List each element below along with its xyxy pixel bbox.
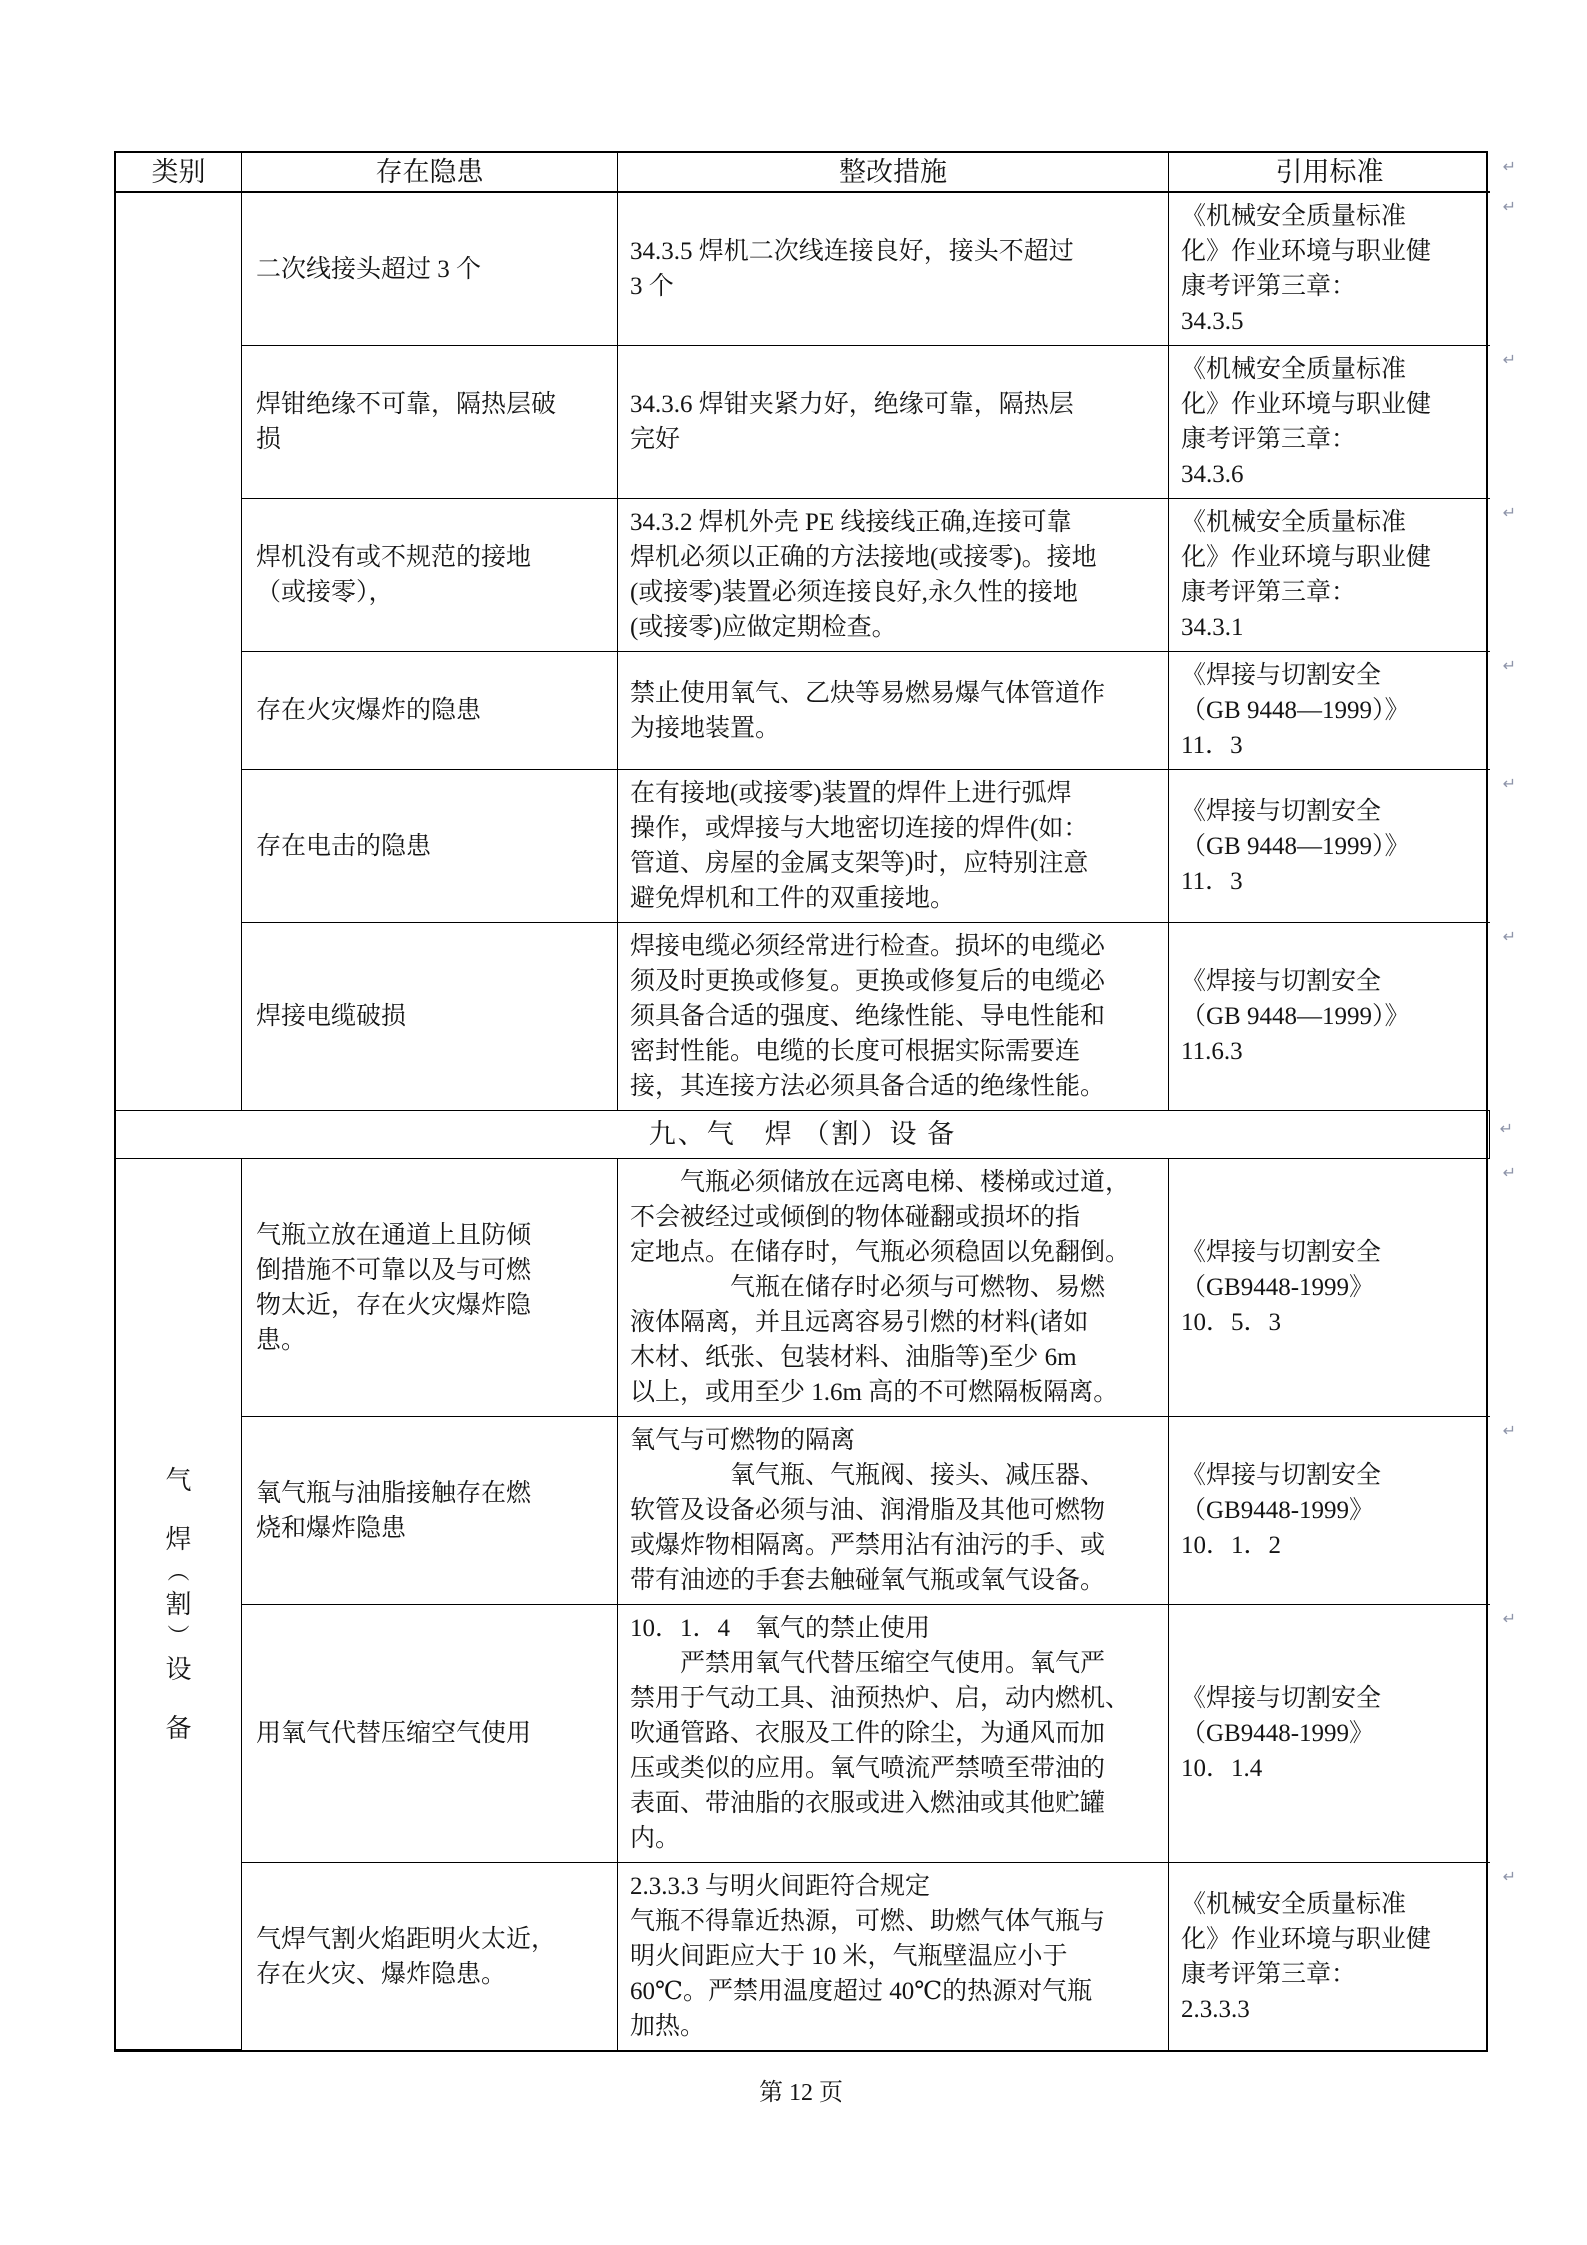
table-row-standard [1169, 923, 1516, 1111]
standard-text: 《机械安全质量标准 化》作业环境与职业健 康考评第三章： 2.3.3.3 [1181, 1890, 1432, 2023]
category-char: 气 [165, 1465, 192, 1495]
paragraph-mark-icon: ↵ [1502, 157, 1516, 176]
paragraph-mark-icon: ↵ [1499, 1119, 1515, 1138]
header-measure-label: 整改措施 [839, 156, 947, 187]
table-row-measure: 34.3.6 焊钳夹紧力好，绝缘可靠，隔热层 完好 [618, 346, 1169, 499]
paragraph-mark-icon: ↵ [1502, 350, 1516, 369]
section-header-text: 九、气 焊 （割）设 备 [648, 1119, 957, 1149]
table-row-hazard: 氧气瓶与油脂接触存在燃 烧和爆炸隐患 [242, 1417, 618, 1605]
paragraph-mark-icon: ↵ [1502, 927, 1516, 946]
table-row-hazard: 二次线接头超过 3 个 [242, 193, 618, 346]
table-row-measure: 焊接电缆必须经常进行检查。损坏的电缆必 须及时更换或修复。更换或修复后的电缆必 须具备合适的强度、绝缘性能、导电性能和 密封性能。电缆的长度可根据实际需要连 接，其连接方法必须具备合适的绝缘性能。 [618, 923, 1169, 1111]
table-row-measure: 34.3.2 焊机外壳 PE 线接线正确,连接可靠 焊机必须以正确的方法接地(或接零)。接地 (或接零)装置必须连接良好,永久性的接地 (或接零)应做定期检查。 [618, 499, 1169, 652]
standard-text: 《焊接与切割安全 （GB9448-1999》 10．5．3 [1181, 1239, 1382, 1336]
paragraph-mark-icon: ↵ [1502, 197, 1516, 216]
header-cell-measure [618, 153, 1169, 193]
table-row-standard [1169, 1605, 1516, 1863]
category-cell-welding-machine [116, 193, 242, 1111]
section-header-gas-welding [116, 1111, 1515, 1159]
standard-text: 《焊接与切割安全 （GB 9448—1999）》 11.6.3 [1181, 968, 1410, 1065]
header-cell-standard [1169, 153, 1516, 193]
safety-hazard-table [114, 151, 1516, 2052]
category-char: 割 [165, 1589, 192, 1619]
table-row-standard [1169, 652, 1516, 770]
table-row-standard [1169, 499, 1516, 652]
table-row-standard [1169, 1863, 1516, 2050]
header-cell-hazard [242, 153, 618, 193]
table-row-standard [1169, 346, 1516, 499]
category-char: 备 [165, 1713, 192, 1743]
table-row-measure: 34.3.5 焊机二次线连接良好，接头不超过 3 个 [618, 193, 1169, 346]
table-row-hazard: 气焊气割火焰距明火太近， 存在火灾、爆炸隐患。 [242, 1863, 618, 2050]
header-cell-category [116, 153, 242, 193]
category-cell-gas-welding [116, 1159, 242, 2050]
table-row-standard [1169, 770, 1516, 923]
standard-text: 《焊接与切割安全 （GB9448-1999》 10．1．2 [1181, 1462, 1382, 1559]
table-row-hazard: 焊接电缆破损 [242, 923, 618, 1111]
table-row-measure: 禁止使用氧气、乙炔等易燃易爆气体管道作 为接地装置。 [618, 652, 1169, 770]
standard-text: 《焊接与切割安全 （GB9448-1999》 10．1.4 [1181, 1685, 1382, 1782]
category-vertical-label [165, 1463, 191, 1746]
table-row-measure: 2.3.3.3 与明火间距符合规定 气瓶不得靠近热源，可燃、助燃气体气瓶与 明火间距应大于 10 米，气瓶壁温应小于 60℃。严禁用温度超过 40℃的热源对气瓶 加热。 [618, 1863, 1169, 2050]
vertical-open-paren: ︵ [167, 1558, 190, 1584]
paragraph-mark-icon: ↵ [1502, 1609, 1516, 1628]
table-row-standard [1169, 193, 1516, 346]
category-char: 设 [165, 1654, 192, 1684]
standard-text: 《机械安全质量标准 化》作业环境与职业健 康考评第三章： 34.3.1 [1181, 509, 1432, 641]
paragraph-mark-icon: ↵ [1502, 1867, 1516, 1886]
header-standard-label: 引用标准 [1275, 156, 1384, 187]
vertical-close-paren: ︶ [167, 1623, 190, 1649]
paragraph-mark-icon: ↵ [1502, 1421, 1516, 1440]
paragraph-mark-icon: ↵ [1502, 1163, 1516, 1182]
category-char: 焊 [165, 1524, 192, 1554]
table-row-measure: 氧气与可燃物的隔离 氧气瓶、气瓶阀、接头、减压器、 软管及设备必须与油、润滑脂及其他可燃物 或爆炸物相隔离。严禁用沾有油污的手、或 带有油迹的手套去触碰氧气瓶或氧气设备。 [618, 1417, 1169, 1605]
table-row-hazard: 用氧气代替压缩空气使用 [242, 1605, 618, 1863]
table-row-measure: 气瓶必须储放在远离电梯、楼梯或过道， 不会被经过或倾倒的物体碰翻或损坏的指 定地点。在储存时，气瓶必须稳固以免翻倒。 气瓶在储存时必须与可燃物、易燃 液体隔离，并且远离容易引燃的材料(诸如 木材、纸张、包装材料、油脂等)至少 6m 以上，或用至少 1.6m 高的不可燃隔板隔离。 [618, 1159, 1169, 1417]
table-row-hazard: 存在火灾爆炸的隐患 [242, 652, 618, 770]
paragraph-mark-icon: ↵ [1502, 656, 1516, 675]
table-row-measure: 10．1．4 氧气的禁止使用 严禁用氧气代替压缩空气使用。氧气严 禁用于气动工具、油预热炉、启，动内燃机、 吹通管路、衣服及工件的除尘，为通风而加 压或类似的应用。氧气喷流严禁喷至带油的 表面、带油脂的衣服或进入燃油或其他贮罐 内。 [618, 1605, 1169, 1863]
standard-text: 《焊接与切割安全 （GB 9448—1999）》 11．3 [1181, 662, 1410, 759]
header-category-label: 类别 [151, 156, 206, 187]
standard-text: 《机械安全质量标准 化》作业环境与职业健 康考评第三章： 34.3.6 [1181, 356, 1432, 488]
standard-text: 《机械安全质量标准 化》作业环境与职业健 康考评第三章： 34.3.5 [1181, 203, 1432, 335]
paragraph-mark-icon: ↵ [1502, 774, 1516, 793]
header-hazard-label: 存在隐患 [375, 156, 484, 187]
table-row-measure: 在有接地(或接零)装置的焊件上进行弧焊 操作，或焊接与大地密切连接的焊件(如： 管道、房屋的金属支架等)时，应特别注意 避免焊机和工件的双重接地。 [618, 770, 1169, 923]
table-row-hazard: 焊机没有或不规范的接地 （或接零）， [242, 499, 618, 652]
paragraph-mark-icon: ↵ [1502, 503, 1516, 522]
table-row-standard [1169, 1417, 1516, 1605]
standard-text: 《焊接与切割安全 （GB 9448—1999）》 11．3 [1181, 797, 1410, 895]
table-row-standard [1169, 1159, 1516, 1417]
table-row-hazard: 气瓶立放在通道上且防倾 倒措施不可靠以及与可燃 物太近，存在火灾爆炸隐 患。 [242, 1159, 618, 1417]
table-row-hazard: 焊钳绝缘不可靠，隔热层破 损 [242, 346, 618, 499]
table-row-hazard: 存在电击的隐患 [242, 770, 618, 923]
page-number-footer: 第 12 页 [759, 2080, 843, 2106]
